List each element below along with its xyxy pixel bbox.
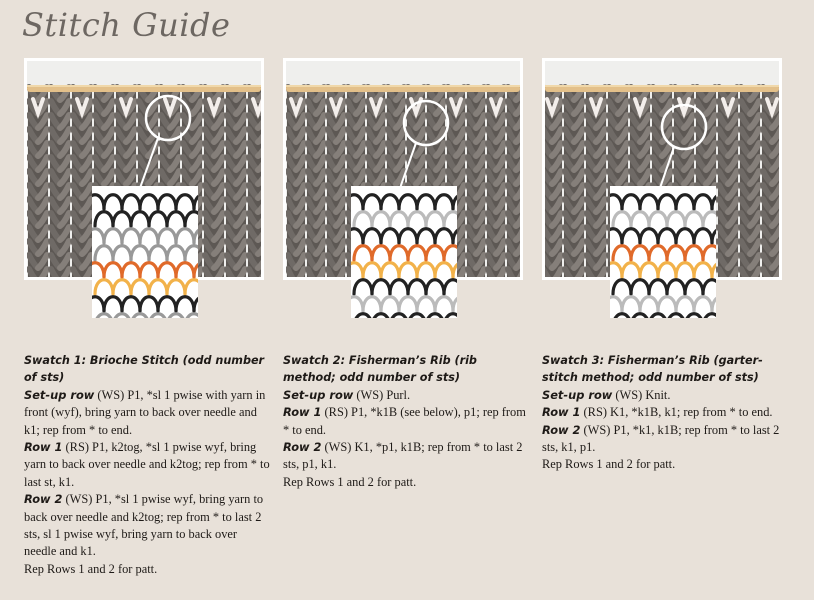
yarn-loop xyxy=(122,297,140,311)
yarn-loop xyxy=(676,297,694,311)
row-label: Set-up row xyxy=(283,387,354,402)
yarn-loop xyxy=(140,263,158,277)
knit-column xyxy=(507,87,520,277)
row-label: Row 1 xyxy=(24,440,63,455)
yarn-loop xyxy=(712,263,716,277)
knit-column xyxy=(487,87,505,277)
yarn-loop xyxy=(185,280,198,294)
yarn-loop xyxy=(113,246,131,260)
knit-column xyxy=(564,87,584,277)
yarn-loop xyxy=(685,280,703,294)
row-text: (WS) Knit. xyxy=(612,387,671,402)
yarn-loop xyxy=(381,195,399,209)
yarn-loop xyxy=(610,263,622,277)
yarn-loop xyxy=(703,246,716,260)
yarn-loop xyxy=(435,297,453,311)
knit-column xyxy=(50,87,70,277)
yarn-loop xyxy=(381,229,399,243)
swatch-2-stitch-diagram xyxy=(351,186,457,318)
yarn-loop xyxy=(194,195,198,209)
yarn-loop xyxy=(426,246,444,260)
row-label: Set-up row xyxy=(24,387,95,402)
yarn-loop xyxy=(435,229,453,243)
yarn-loop xyxy=(658,297,676,311)
row-label: Row 2 xyxy=(283,440,322,455)
yarn-loop xyxy=(610,297,622,311)
yarn-loop xyxy=(149,280,167,294)
yarn-loop xyxy=(194,297,198,311)
yarn-loop xyxy=(122,229,140,243)
knit-column xyxy=(762,87,779,277)
yarn-loop xyxy=(694,195,712,209)
yarn-loop xyxy=(453,229,457,243)
yarn-loop xyxy=(658,263,676,277)
yarn-loop xyxy=(372,280,390,294)
yarn-loop xyxy=(685,212,703,226)
yarn-loop xyxy=(354,212,372,226)
yarn-loop xyxy=(158,229,176,243)
yarn-loop xyxy=(703,280,716,294)
swatch-2-instructions xyxy=(283,352,531,491)
yarn-loop xyxy=(92,195,104,209)
row-text: (WS) Purl. xyxy=(353,387,411,402)
yarn-loop xyxy=(381,263,399,277)
yarn-loop xyxy=(354,314,372,318)
yarn-loop xyxy=(149,212,167,226)
row-label: Set-up row xyxy=(542,387,613,402)
yarn-loop xyxy=(417,229,435,243)
swatch-3-setup-row xyxy=(542,387,790,404)
yarn-loop xyxy=(622,229,640,243)
swatch-3-row-1 xyxy=(542,404,790,421)
swatch-3-repeat-note: Rep Rows 1 and 2 for patt. xyxy=(542,457,676,472)
yarn-loop xyxy=(712,229,716,243)
yarn-loop xyxy=(444,314,457,318)
yarn-loop xyxy=(622,263,640,277)
yarn-loop xyxy=(167,314,185,318)
yarn-loop xyxy=(712,297,716,311)
yarn-loop xyxy=(185,212,198,226)
yarn-loop xyxy=(712,195,716,209)
knit-column xyxy=(467,87,485,277)
yarn-loop xyxy=(113,212,131,226)
yarn-loop xyxy=(176,195,194,209)
swatch-2-row-1 xyxy=(283,404,531,439)
swatch-1-row-1 xyxy=(24,439,272,491)
yarn-loop xyxy=(453,195,457,209)
yarn-loop xyxy=(113,314,131,318)
swatch-2-title: Swatch 2: Fisherman’s Rib (rib method; odd number of sts) xyxy=(283,354,477,385)
page-title: Stitch Guide xyxy=(22,6,231,44)
knit-column xyxy=(307,87,325,277)
yarn-loop xyxy=(176,297,194,311)
yarn-loop xyxy=(658,195,676,209)
row-label: Row 1 xyxy=(283,405,322,420)
yarn-loop xyxy=(435,195,453,209)
knit-column xyxy=(287,87,305,277)
yarn-loop xyxy=(703,314,716,318)
yarn-loop xyxy=(408,212,426,226)
yarn-loop xyxy=(363,229,381,243)
yarn-loop xyxy=(426,212,444,226)
yarn-loop xyxy=(131,246,149,260)
yarn-loop xyxy=(444,246,457,260)
yarn-loop xyxy=(158,297,176,311)
yarn-loop xyxy=(399,195,417,209)
knit-column xyxy=(28,87,48,277)
swatch-1-setup-row xyxy=(24,387,272,439)
row-label: Row 1 xyxy=(542,405,581,420)
knit-column xyxy=(72,87,92,277)
yarn-loop xyxy=(354,246,372,260)
yarn-loop xyxy=(417,195,435,209)
yarn-loop xyxy=(408,280,426,294)
yarn-loop xyxy=(122,195,140,209)
yarn-loop xyxy=(640,229,658,243)
yarn-loop xyxy=(399,229,417,243)
yarn-loop xyxy=(649,314,667,318)
yarn-loop xyxy=(104,297,122,311)
yarn-loop xyxy=(676,229,694,243)
yarn-loop xyxy=(92,297,104,311)
yarn-loop xyxy=(92,229,104,243)
yarn-loop xyxy=(426,280,444,294)
yarn-loop xyxy=(631,246,649,260)
yarn-loop xyxy=(640,297,658,311)
yarn-loop xyxy=(390,314,408,318)
yarn-loop xyxy=(685,246,703,260)
row-text: (WS) P1, *k1, k1B; rep from * to last 2 sts, k1, p1. xyxy=(542,422,780,455)
yarn-loop xyxy=(158,195,176,209)
yarn-loop xyxy=(131,314,149,318)
yarn-loop xyxy=(158,263,176,277)
yarn-loop xyxy=(703,212,716,226)
yarn-loop xyxy=(140,229,158,243)
yarn-loop xyxy=(631,314,649,318)
yarn-loop xyxy=(622,297,640,311)
swatch-1-title: Swatch 1: Brioche Stitch (odd number of sts) xyxy=(24,354,265,385)
yarn-loop xyxy=(104,263,122,277)
yarn-loop xyxy=(104,229,122,243)
row-label: Row 2 xyxy=(24,492,63,507)
yarn-loop xyxy=(649,246,667,260)
yarn-loop xyxy=(354,280,372,294)
row-text: (WS) P1, *sl 1 pwise with yarn in front (wyf), bring yarn to back over needle and k1; rep from * to end. xyxy=(24,387,266,437)
yarn-loop xyxy=(613,212,631,226)
yarn-loop xyxy=(613,246,631,260)
knit-column xyxy=(718,87,738,277)
yarn-loop xyxy=(390,246,408,260)
yarn-loop xyxy=(640,263,658,277)
yarn-loop xyxy=(694,297,712,311)
yarn-loop xyxy=(667,280,685,294)
yarn-loop xyxy=(176,263,194,277)
yarn-loop xyxy=(363,263,381,277)
knit-column xyxy=(545,87,562,277)
knit-column xyxy=(586,87,606,277)
yarn-loop xyxy=(631,280,649,294)
yarn-loop xyxy=(622,195,640,209)
swatch-1-row-2 xyxy=(24,491,272,561)
yarn-loop xyxy=(417,297,435,311)
yarn-loop xyxy=(167,280,185,294)
yarn-loop xyxy=(95,246,113,260)
yarn-loop xyxy=(390,280,408,294)
knit-column xyxy=(327,87,345,277)
swatch-1-repeat-note: Rep Rows 1 and 2 for patt. xyxy=(24,561,158,576)
yarn-loop xyxy=(176,229,194,243)
yarn-loop xyxy=(453,263,457,277)
yarn-loop xyxy=(613,280,631,294)
yarn-loop xyxy=(131,280,149,294)
yarn-loop xyxy=(167,246,185,260)
yarn-loop xyxy=(351,229,363,243)
yarn-loop xyxy=(149,246,167,260)
yarn-loop xyxy=(95,212,113,226)
yarn-loop xyxy=(444,280,457,294)
yarn-loop xyxy=(372,314,390,318)
yarn-loop xyxy=(649,212,667,226)
swatch-1-stitch-diagram xyxy=(92,186,198,318)
yarn-loop xyxy=(667,246,685,260)
yarn-loop xyxy=(640,195,658,209)
knit-column xyxy=(740,87,760,277)
row-label: Row 2 xyxy=(542,422,581,437)
yarn-loop xyxy=(372,246,390,260)
yarn-loop xyxy=(113,280,131,294)
swatch-3-stitch-diagram xyxy=(610,186,716,318)
yarn-loop xyxy=(610,229,622,243)
yarn-loop xyxy=(194,263,198,277)
row-text: (WS) P1, *sl 1 pwise wyf, bring yarn to back over needle and k2tog; rep from * to last 2 sts, sl 1 pwise wyf, bring yarn to back over needle and k1. xyxy=(24,492,264,559)
yarn-loop xyxy=(95,280,113,294)
yarn-loop xyxy=(649,280,667,294)
swatch-3-instructions xyxy=(542,352,790,474)
row-text: (RS) P1, *k1B (see below), p1; rep from * to end. xyxy=(283,405,526,437)
yarn-loop xyxy=(185,246,198,260)
yarn-loop xyxy=(372,212,390,226)
yarn-loop xyxy=(185,314,198,318)
yarn-loop xyxy=(676,263,694,277)
yarn-loop xyxy=(95,314,113,318)
swatch-1-instructions xyxy=(24,352,272,578)
swatch-2-setup-row xyxy=(283,387,531,404)
yarn-loop xyxy=(435,263,453,277)
swatch-3-title: Swatch 3: Fisherman’s Rib (garter-stitch method; odd number of sts) xyxy=(542,354,763,385)
yarn-loop xyxy=(399,297,417,311)
yarn-loop xyxy=(667,314,685,318)
yarn-loop xyxy=(667,212,685,226)
row-text: (RS) K1, *k1B, k1; rep from * to end. xyxy=(580,405,773,420)
yarn-loop xyxy=(610,195,622,209)
knit-column xyxy=(226,87,246,277)
yarn-loop xyxy=(122,263,140,277)
yarn-loop xyxy=(390,212,408,226)
yarn-loop xyxy=(167,212,185,226)
yarn-loop xyxy=(381,297,399,311)
yarn-loop xyxy=(351,297,363,311)
yarn-loop xyxy=(140,195,158,209)
yarn-loop xyxy=(453,297,457,311)
yarn-loop xyxy=(363,297,381,311)
yarn-loop xyxy=(104,195,122,209)
row-text: (WS) K1, *p1, k1B; rep from * to last 2 sts, p1, k1. xyxy=(283,440,523,472)
yarn-loop xyxy=(694,229,712,243)
yarn-loop xyxy=(408,246,426,260)
yarn-loop xyxy=(351,263,363,277)
swatch-2-row-2 xyxy=(283,439,531,474)
yarn-loop xyxy=(399,263,417,277)
row-text: (RS) P1, k2tog, *sl 1 pwise wyf, bring yarn to back over needle and k2tog; rep from * to last st, k1. xyxy=(24,440,270,489)
yarn-loop xyxy=(676,195,694,209)
knit-column xyxy=(248,87,261,277)
yarn-loop xyxy=(658,229,676,243)
yarn-loop xyxy=(426,314,444,318)
yarn-loop xyxy=(92,263,104,277)
yarn-loop xyxy=(631,212,649,226)
yarn-loop xyxy=(408,314,426,318)
yarn-loop xyxy=(149,314,167,318)
yarn-loop xyxy=(131,212,149,226)
yarn-loop xyxy=(363,195,381,209)
swatch-3-row-2 xyxy=(542,422,790,457)
swatch-2-repeat-note: Rep Rows 1 and 2 for patt. xyxy=(283,474,417,489)
yarn-loop xyxy=(194,229,198,243)
knit-column xyxy=(204,87,224,277)
yarn-loop xyxy=(613,314,631,318)
yarn-loop xyxy=(417,263,435,277)
yarn-loop xyxy=(685,314,703,318)
yarn-loop xyxy=(351,195,363,209)
yarn-loop xyxy=(444,212,457,226)
yarn-loop xyxy=(140,297,158,311)
yarn-loop xyxy=(694,263,712,277)
